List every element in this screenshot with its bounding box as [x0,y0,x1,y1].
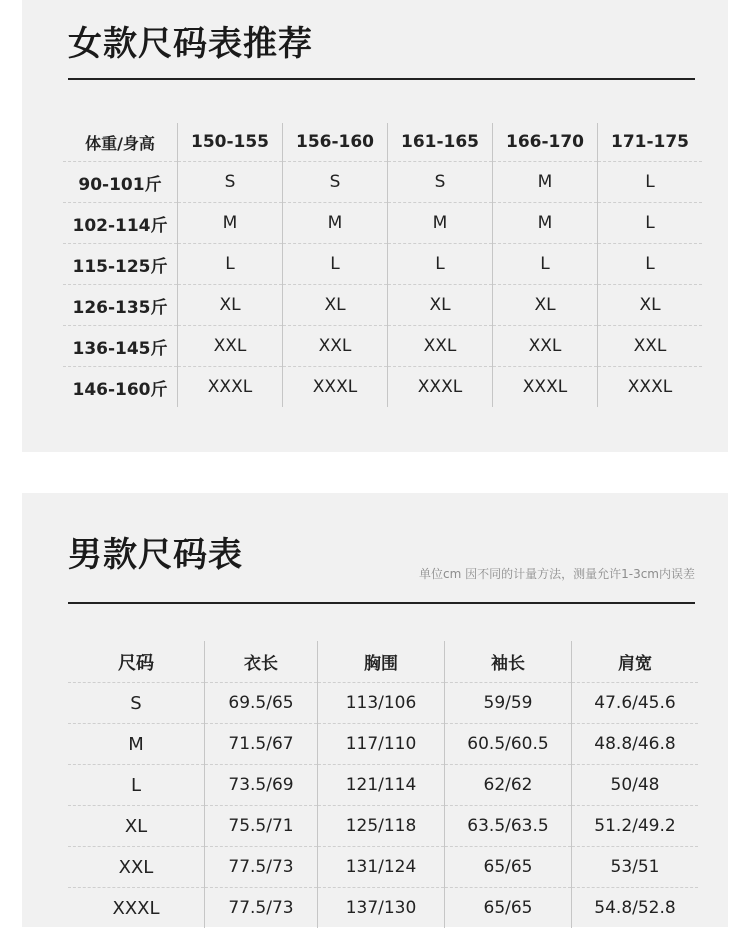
table-cell: 75.5/71 [205,806,318,847]
column-header: 袖长 [445,641,572,683]
table-cell: 59/59 [445,683,572,724]
table-row [68,683,698,724]
table-cell: 60.5/60.5 [445,724,572,765]
table-cell: XXXL [178,367,283,408]
column-header: 胸围 [318,641,445,683]
women-size-title: 女款尺码表推荐 [68,27,313,61]
table-row [68,724,698,765]
column-header: 166-170 [493,123,598,162]
table-cell: 48.8/46.8 [572,724,699,765]
table-cell: 137/130 [318,888,445,928]
row-label: S [68,683,205,724]
table-cell: XXL [283,326,388,367]
table-cell: M [283,203,388,244]
column-header: 肩宽 [572,641,699,683]
table-cell: L [598,162,703,203]
column-header: 衣长 [205,641,318,683]
title-divider [68,602,695,604]
table-cell: L [598,203,703,244]
table-row [68,847,698,888]
measurement-note: 单位cm 因不同的计量方法，测量允许1-3cm内误差 [419,565,695,582]
table-cell: XXL [493,326,598,367]
column-header: 156-160 [283,123,388,162]
table-cell: 63.5/63.5 [445,806,572,847]
table-cell: L [493,244,598,285]
table-cell: L [598,244,703,285]
table-cell: 62/62 [445,765,572,806]
table-row [63,203,702,244]
table-cell: 47.6/45.6 [572,683,699,724]
title-divider [68,78,695,80]
row-label: L [68,765,205,806]
table-cell: XL [493,285,598,326]
table-cell: 51.2/49.2 [572,806,699,847]
table-cell: S [388,162,493,203]
table-cell: XXXL [598,367,703,408]
table-cell: XL [283,285,388,326]
table-cell: 125/118 [318,806,445,847]
column-header: 171-175 [598,123,703,162]
table-cell: M [388,203,493,244]
women-size-panel [22,0,728,452]
table-cell: XXL [598,326,703,367]
row-label: M [68,724,205,765]
row-label: XL [68,806,205,847]
table-cell: 77.5/73 [205,888,318,928]
table-cell: XXXL [493,367,598,408]
table-cell: M [493,162,598,203]
table-cell: 53/51 [572,847,699,888]
column-header: 尺码 [68,641,205,683]
table-cell: S [178,162,283,203]
table-cell: XL [178,285,283,326]
table-cell: L [388,244,493,285]
row-label: XXXL [68,888,205,928]
table-cell: L [178,244,283,285]
table-cell: 113/106 [318,683,445,724]
table-row [68,806,698,847]
table-header-row [68,641,698,683]
column-header: 体重/身高 [63,123,178,162]
column-header: 150-155 [178,123,283,162]
table-cell: S [283,162,388,203]
table-cell: 54.8/52.8 [572,888,699,928]
table-cell: XL [388,285,493,326]
table-cell: XXXL [388,367,493,408]
table-cell: 65/65 [445,847,572,888]
row-label: 90-101斤 [63,162,178,203]
column-header: 161-165 [388,123,493,162]
table-cell: 131/124 [318,847,445,888]
men-size-title: 男款尺码表 [68,538,243,572]
table-cell: L [283,244,388,285]
table-cell: 73.5/69 [205,765,318,806]
table-row [63,162,702,203]
table-cell: XXL [388,326,493,367]
table-cell: 50/48 [572,765,699,806]
table-cell: 77.5/73 [205,847,318,888]
table-cell: M [178,203,283,244]
row-label: 102-114斤 [63,203,178,244]
table-row [63,285,702,326]
table-cell: XL [598,285,703,326]
table-row [68,765,698,806]
men-size-panel [22,493,728,927]
row-label: 126-135斤 [63,285,178,326]
women-size-table [63,123,702,407]
table-row [63,244,702,285]
table-cell: XXL [178,326,283,367]
table-cell: XXXL [283,367,388,408]
table-cell: 65/65 [445,888,572,928]
table-cell: 71.5/67 [205,724,318,765]
table-row [63,326,702,367]
row-label: 115-125斤 [63,244,178,285]
table-cell: M [493,203,598,244]
row-label: XXL [68,847,205,888]
table-cell: 69.5/65 [205,683,318,724]
table-cell: 117/110 [318,724,445,765]
table-row [63,367,702,408]
table-cell: 121/114 [318,765,445,806]
table-header-row [63,123,702,162]
row-label: 136-145斤 [63,326,178,367]
table-row [68,888,698,928]
row-label: 146-160斤 [63,367,178,408]
men-size-table [68,641,698,928]
